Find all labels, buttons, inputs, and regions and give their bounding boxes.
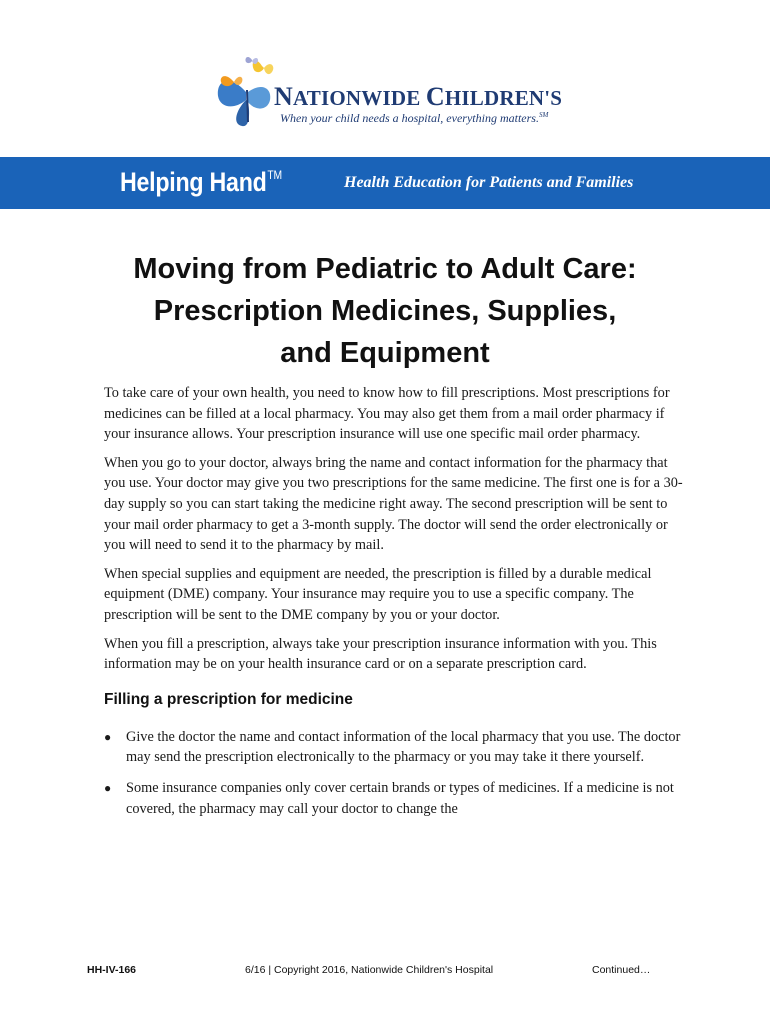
paragraph-intro: To take care of your own health, you need to know how to fill prescriptions. Most prescriptions for medicines can be filled at a local pharmacy. You may also get them from a mail order pharmacy if your insurance allows. Your prescription insurance will use one specific mail order pharmacy.	[104, 385, 670, 443]
list-item	[104, 778, 684, 819]
logo-tagline	[280, 111, 548, 126]
list-item	[104, 727, 684, 768]
nationwide-childrens-logo	[212, 52, 563, 132]
service-mark: SM	[538, 111, 549, 119]
document-code: HH-IV-166	[87, 964, 137, 976]
title-line-2: Prescription Medicines, Supplies,	[153, 295, 617, 327]
bullet-list	[104, 727, 684, 819]
banner-brand	[120, 167, 282, 198]
section-heading: Filling a prescription for medicine	[104, 690, 353, 708]
title-line-3: and Equipment	[280, 337, 490, 369]
page-title	[60, 248, 710, 374]
continued-label: Continued…	[592, 964, 651, 976]
butterfly-logo-icon	[212, 52, 282, 132]
copyright-notice: 6/16 | Copyright 2016, Nationwide Children's Hospital	[245, 964, 494, 976]
bullet-icon: ●	[104, 780, 112, 795]
trademark-mark: TM	[267, 168, 282, 182]
logo-word-childrens: HILDREN'S	[444, 86, 563, 110]
banner-tagline: Health Education for Patients and Families	[344, 174, 634, 191]
paragraph-dme: When special supplies and equipment are needed, the prescription is filled by a durable medical equipment (DME) company. Your insurance may require you to use a specific company. The prescription will be sent to the DME company by you or your doctor.	[104, 565, 652, 623]
logo-word-nationwide: ATIONWIDE	[292, 86, 421, 110]
page-footer	[0, 964, 770, 980]
paragraph-insurance-info: When you fill a prescription, always take your prescription insurance information with you. This information may be on your health insurance card or on a separate prescription card.	[104, 635, 657, 673]
logo-tagline-text: When your child needs a hospital, everything matters.	[280, 111, 539, 125]
title-line-1: Moving from Pediatric to Adult Care:	[133, 253, 637, 285]
paragraph-doctor-visit: When you go to your doctor, always bring the name and contact information for the pharmacy that you use. Your doctor may give you two prescriptions for the same medicine. The first one is for a 30-day supply so you can start taking the medicine right away. The second prescription will be sent to your mail order pharmacy to get a 3-month supply. The doctor will send the order electronically or you will need to send it to the pharmacy by mail.	[104, 454, 683, 554]
logo-initial-c: C	[425, 82, 445, 111]
document-body	[104, 383, 684, 829]
logo-initial-n: N	[274, 82, 293, 111]
bullet-text: Some insurance companies only cover certain brands or types of medicines. If a medicine is not covered, the pharmacy may call your doctor to change the	[126, 779, 674, 817]
bullet-text: Give the doctor the name and contact information of the local pharmacy that you use. The doctor may send the prescription electronically to the pharmacy or you may take it there yourself.	[126, 728, 681, 766]
bullet-icon: ●	[104, 729, 112, 744]
helping-hand-banner	[0, 157, 770, 209]
banner-brand-text: Helping Hand	[120, 167, 267, 197]
logo-wordmark	[274, 82, 562, 112]
